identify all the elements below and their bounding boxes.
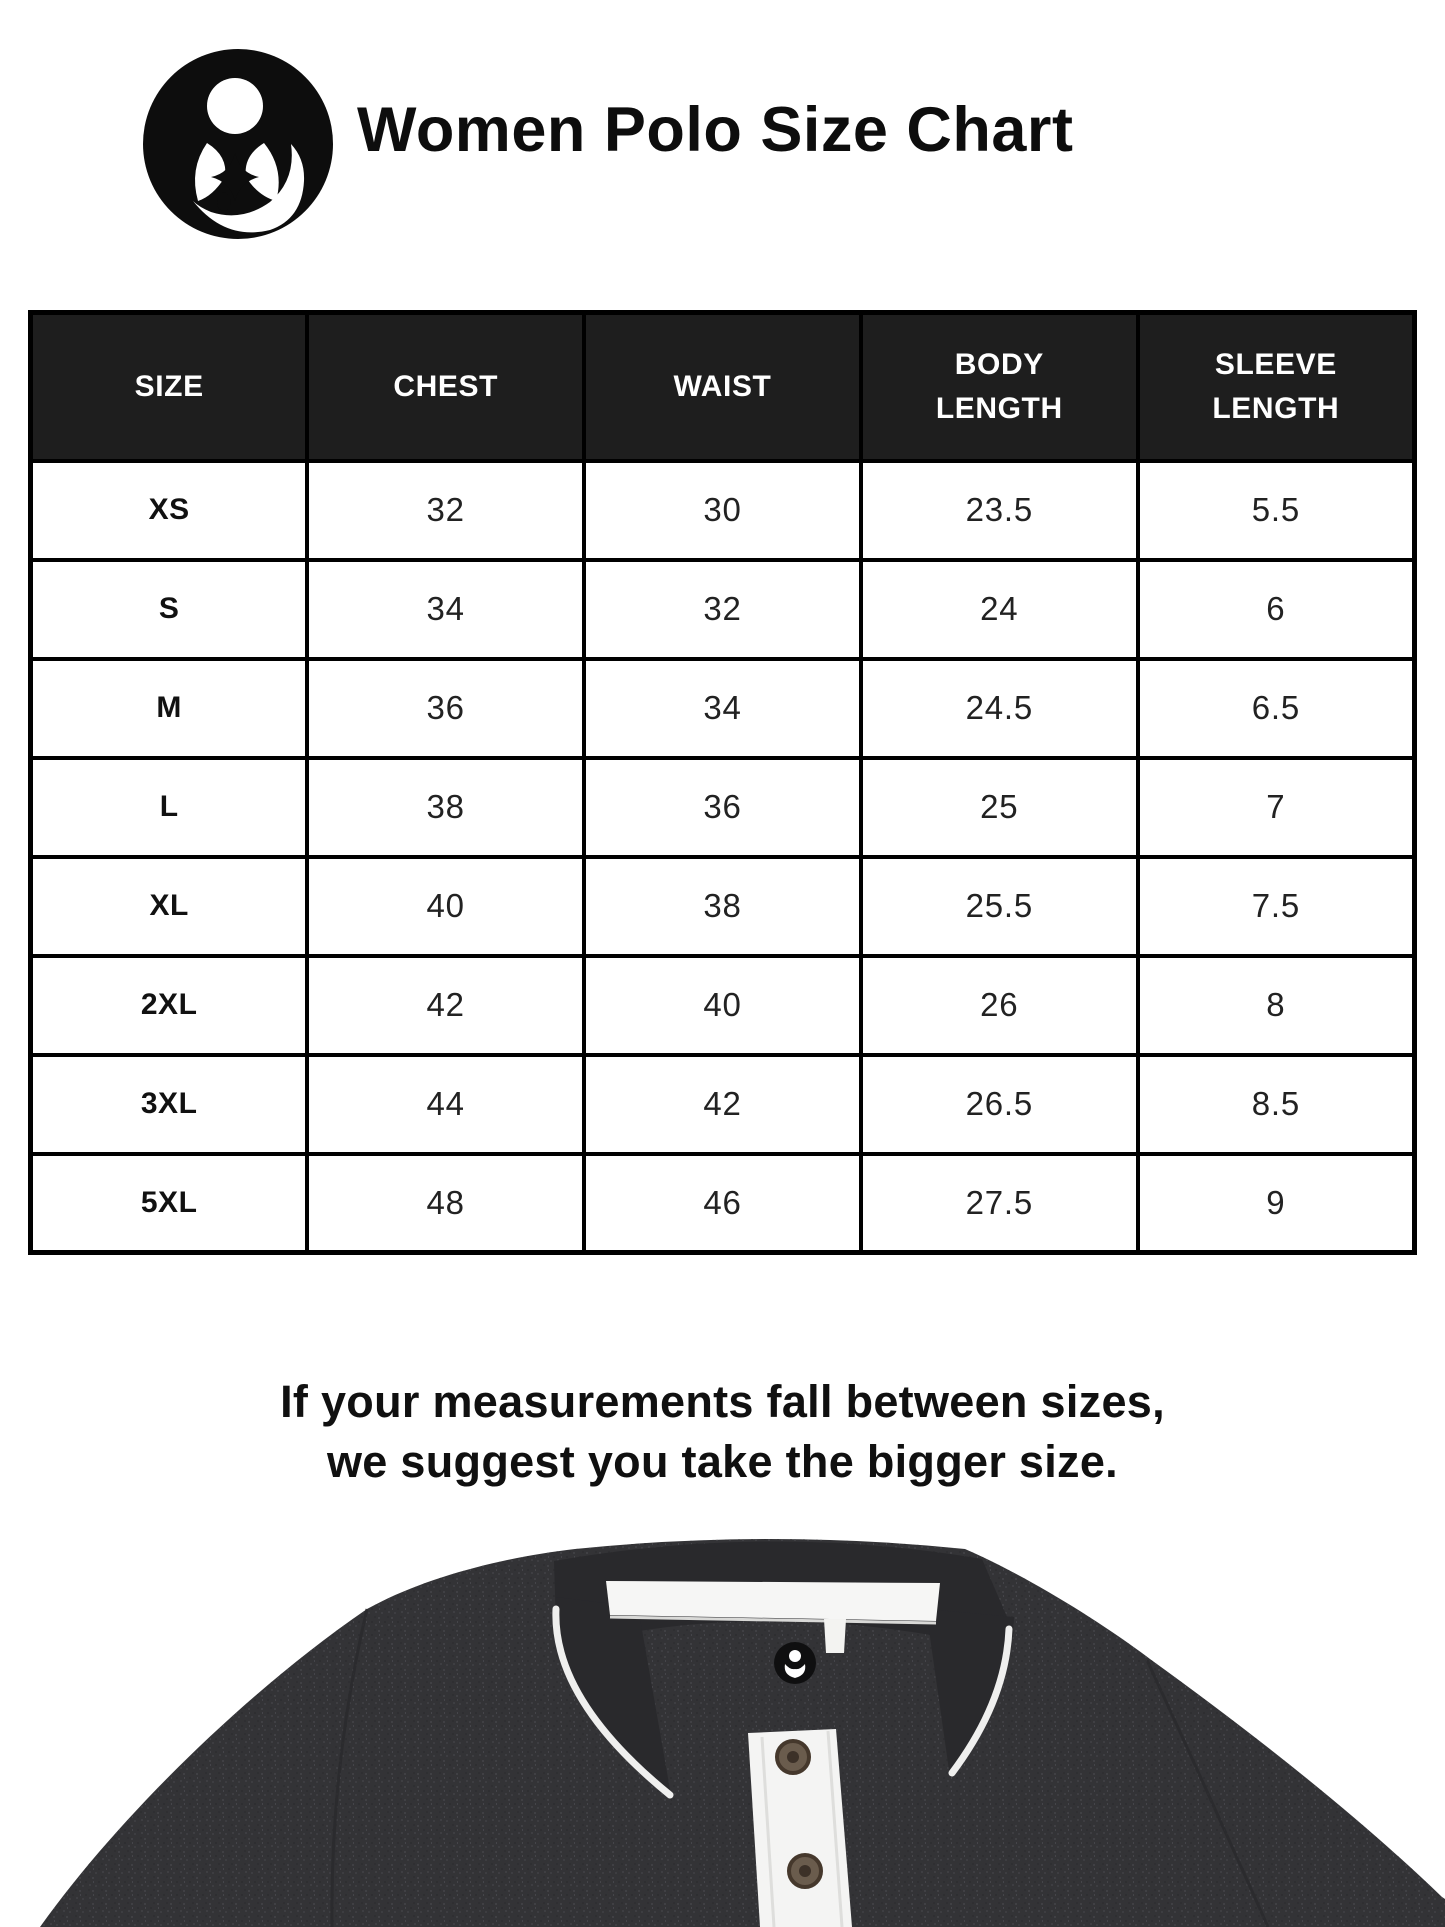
column-header-body-length: BODY LENGTH bbox=[861, 313, 1138, 461]
size-label: 5XL bbox=[31, 1154, 308, 1253]
sleeve-length-value: 8 bbox=[1138, 956, 1415, 1055]
column-header-size: SIZE bbox=[31, 313, 308, 461]
size-label: M bbox=[31, 659, 308, 758]
body-length-value: 25 bbox=[861, 758, 1138, 857]
sleeve-length-value: 8.5 bbox=[1138, 1055, 1415, 1154]
waist-value: 42 bbox=[584, 1055, 861, 1154]
chest-value: 34 bbox=[307, 560, 584, 659]
fit-note-line-2: we suggest you take the bigger size. bbox=[326, 1436, 1118, 1487]
table-header-row bbox=[31, 313, 1415, 461]
chest-value: 40 bbox=[307, 857, 584, 956]
table-row-l bbox=[31, 758, 1415, 857]
waist-value: 38 bbox=[584, 857, 861, 956]
chest-value: 48 bbox=[307, 1154, 584, 1253]
chest-value: 32 bbox=[307, 461, 584, 560]
waist-value: 36 bbox=[584, 758, 861, 857]
waist-value: 32 bbox=[584, 560, 861, 659]
body-length-value: 26.5 bbox=[861, 1055, 1138, 1154]
size-label: L bbox=[31, 758, 308, 857]
page-title: Women Polo Size Chart bbox=[357, 95, 1074, 165]
table-row-2xl bbox=[31, 956, 1415, 1055]
body-length-value: 24.5 bbox=[861, 659, 1138, 758]
body-length-value: 24 bbox=[861, 560, 1138, 659]
table-row-5xl bbox=[31, 1154, 1415, 1253]
size-label: XS bbox=[31, 461, 308, 560]
table-row-xs bbox=[31, 461, 1415, 560]
body-length-value: 26 bbox=[861, 956, 1138, 1055]
body-length-value: 27.5 bbox=[861, 1154, 1138, 1253]
polo-placket bbox=[748, 1729, 852, 1927]
brand-header bbox=[143, 49, 1073, 239]
waist-value: 34 bbox=[584, 659, 861, 758]
chest-value: 36 bbox=[307, 659, 584, 758]
chest-value: 42 bbox=[307, 956, 584, 1055]
sleeve-length-value: 6.5 bbox=[1138, 659, 1415, 758]
waist-value: 46 bbox=[584, 1154, 861, 1253]
size-label: 2XL bbox=[31, 956, 308, 1055]
table-row-xl bbox=[31, 857, 1415, 956]
sleeve-length-value: 5.5 bbox=[1138, 461, 1415, 560]
size-label: XL bbox=[31, 857, 308, 956]
body-length-value: 23.5 bbox=[861, 461, 1138, 560]
table-row-m bbox=[31, 659, 1415, 758]
waist-value: 40 bbox=[584, 956, 861, 1055]
size-table-container bbox=[28, 310, 1417, 1255]
table-row-3xl bbox=[31, 1055, 1415, 1154]
polo-button-top bbox=[777, 1741, 809, 1773]
polo-shirt-photo bbox=[0, 1537, 1445, 1927]
body-length-value: 25.5 bbox=[861, 857, 1138, 956]
polo-brand-tag bbox=[774, 1642, 816, 1684]
column-header-waist: WAIST bbox=[584, 313, 861, 461]
column-header-sleeve-length: SLEEVE LENGTH bbox=[1138, 313, 1415, 461]
chest-value: 38 bbox=[307, 758, 584, 857]
fit-note bbox=[0, 1372, 1445, 1492]
sleeve-length-value: 9 bbox=[1138, 1154, 1415, 1253]
sleeve-length-value: 6 bbox=[1138, 560, 1415, 659]
size-label: S bbox=[31, 560, 308, 659]
mother-and-baby-logo-icon bbox=[143, 49, 333, 239]
chest-value: 44 bbox=[307, 1055, 584, 1154]
column-header-chest: CHEST bbox=[307, 313, 584, 461]
table-row-s bbox=[31, 560, 1415, 659]
fit-note-line-1: If your measurements fall between sizes, bbox=[280, 1376, 1165, 1427]
size-table bbox=[28, 310, 1417, 1255]
sleeve-length-value: 7 bbox=[1138, 758, 1415, 857]
sleeve-length-value: 7.5 bbox=[1138, 857, 1415, 956]
waist-value: 30 bbox=[584, 461, 861, 560]
size-label: 3XL bbox=[31, 1055, 308, 1154]
polo-button-bottom bbox=[789, 1855, 821, 1887]
